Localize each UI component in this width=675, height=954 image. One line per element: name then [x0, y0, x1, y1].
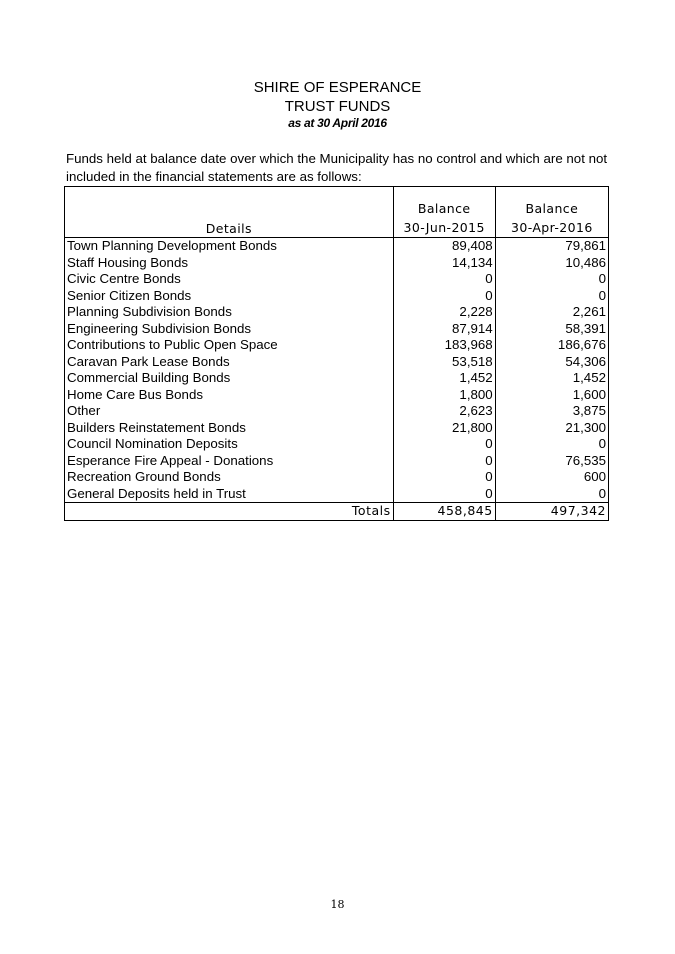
row-label: Home Care Bus Bonds	[65, 387, 394, 404]
row-balance-2016: 0	[495, 436, 608, 453]
row-label: Planning Subdivision Bonds	[65, 304, 394, 321]
table-row	[65, 304, 609, 321]
row-balance-2016: 79,861	[495, 238, 608, 255]
intro-paragraph: Funds held at balance date over which the Municipality has no control and which are not not included in the financial statements are as follows:	[66, 151, 608, 184]
row-balance-2015: 0	[393, 271, 495, 288]
table-row	[65, 238, 609, 255]
table-row	[65, 403, 609, 420]
organisation-title: SHIRE OF ESPERANCE	[253, 79, 422, 96]
row-label: Commercial Building Bonds	[65, 370, 394, 387]
row-label: Senior Citizen Bonds	[65, 288, 394, 305]
row-balance-2015: 21,800	[393, 420, 495, 437]
row-balance-2016: 1,600	[495, 387, 608, 404]
row-balance-2015: 2,623	[393, 403, 495, 420]
as-at-date: as at 30 April 2016	[288, 116, 387, 130]
table-row	[65, 436, 609, 453]
row-label: Esperance Fire Appeal - Donations	[65, 453, 394, 470]
row-balance-2015: 183,968	[393, 337, 495, 354]
row-balance-2015: 0	[393, 486, 495, 503]
balance-2016-column-header	[495, 187, 608, 238]
balance-2016-label: Balance	[525, 201, 579, 216]
row-balance-2015: 0	[393, 288, 495, 305]
table-row	[65, 370, 609, 387]
balance-2015-label: Balance	[417, 201, 471, 216]
row-balance-2016: 0	[495, 288, 608, 305]
row-label: Civic Centre Bonds	[65, 271, 394, 288]
balance-2015-column-header	[393, 187, 495, 238]
document-header	[0, 78, 675, 131]
row-balance-2016: 76,535	[495, 453, 608, 470]
row-balance-2016: 58,391	[495, 321, 608, 338]
table-row	[65, 255, 609, 272]
row-label: General Deposits held in Trust	[65, 486, 394, 503]
section-title: TRUST FUNDS	[284, 98, 391, 115]
row-balance-2015: 0	[393, 436, 495, 453]
row-balance-2016: 2,261	[495, 304, 608, 321]
table-row	[65, 453, 609, 470]
row-balance-2016: 186,676	[495, 337, 608, 354]
row-balance-2015: 89,408	[393, 238, 495, 255]
table-row	[65, 420, 609, 437]
row-label: Caravan Park Lease Bonds	[65, 354, 394, 371]
row-balance-2016: 0	[495, 271, 608, 288]
row-balance-2015: 1,452	[393, 370, 495, 387]
table-row	[65, 337, 609, 354]
table-row	[65, 321, 609, 338]
totals-row	[65, 503, 609, 521]
row-balance-2016: 600	[495, 469, 608, 486]
row-balance-2016: 3,875	[495, 403, 608, 420]
row-balance-2015: 53,518	[393, 354, 495, 371]
row-balance-2015: 14,134	[393, 255, 495, 272]
balance-2016-date: 30-Apr-2016	[511, 220, 593, 235]
row-label: Town Planning Development Bonds	[65, 238, 394, 255]
total-balance-2015: 458,845	[393, 503, 495, 521]
totals-label: Totals	[65, 503, 394, 521]
row-balance-2016: 21,300	[495, 420, 608, 437]
total-balance-2016: 497,342	[495, 503, 608, 521]
row-balance-2015: 1,800	[393, 387, 495, 404]
row-label: Engineering Subdivision Bonds	[65, 321, 394, 338]
row-balance-2016: 1,452	[495, 370, 608, 387]
row-balance-2015: 0	[393, 469, 495, 486]
table-row	[65, 387, 609, 404]
page-number: 18	[330, 898, 345, 911]
row-label: Council Nomination Deposits	[65, 436, 394, 453]
row-label: Recreation Ground Bonds	[65, 469, 394, 486]
table-row	[65, 469, 609, 486]
row-label: Staff Housing Bonds	[65, 255, 394, 272]
row-balance-2016: 10,486	[495, 255, 608, 272]
row-balance-2015: 2,228	[393, 304, 495, 321]
row-balance-2016: 0	[495, 486, 608, 503]
row-label: Builders Reinstatement Bonds	[65, 420, 394, 437]
row-balance-2015: 0	[393, 453, 495, 470]
row-label: Contributions to Public Open Space	[65, 337, 394, 354]
table-header-row	[65, 187, 609, 238]
table-row	[65, 486, 609, 503]
details-column-header: Details	[65, 187, 394, 238]
table-row	[65, 354, 609, 371]
row-balance-2016: 54,306	[495, 354, 608, 371]
table-row	[65, 271, 609, 288]
table-row	[65, 288, 609, 305]
row-label: Other	[65, 403, 394, 420]
trust-funds-table	[64, 186, 609, 521]
balance-2015-date: 30-Jun-2015	[403, 220, 485, 235]
row-balance-2015: 87,914	[393, 321, 495, 338]
